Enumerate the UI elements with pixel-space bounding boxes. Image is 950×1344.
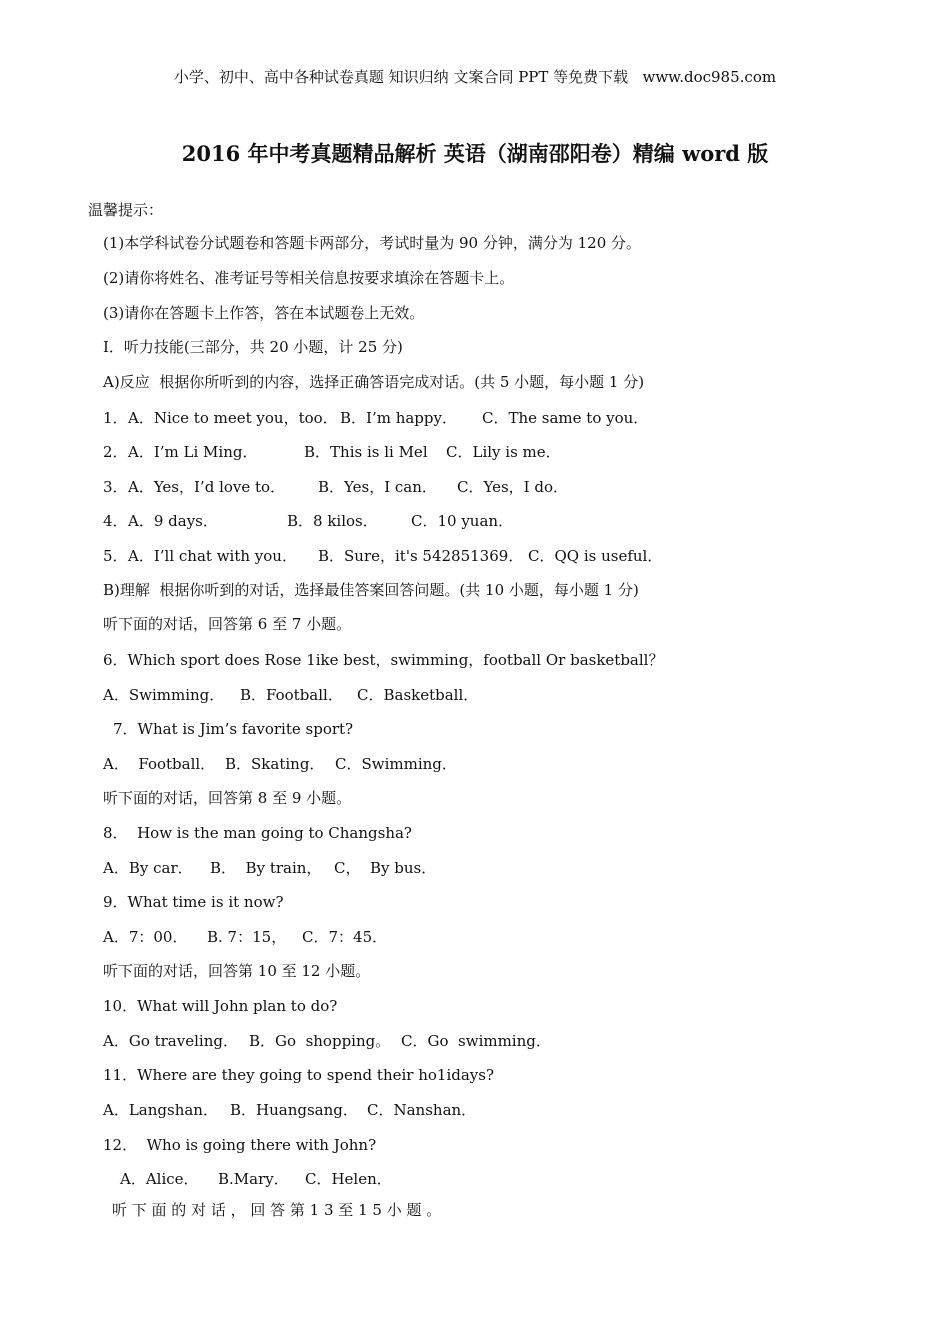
question-text: 9．What time is it now?	[103, 893, 284, 911]
option-b: B． By train，	[210, 859, 322, 877]
option-b: B．Skating．	[225, 755, 325, 773]
option-a: A．Alice．	[120, 1170, 199, 1188]
site-header: 小学、初中、高中各种试卷真题 知识归纳 文案合同 PPT 等免费下载 www.doc985.com	[173, 68, 777, 86]
option-a: A．Langshan．	[103, 1101, 218, 1119]
option-c: C．Go swimming．	[401, 1032, 551, 1050]
option-a: A．By car．	[103, 859, 193, 877]
option-a: A． Football．	[103, 755, 216, 773]
option-b: B．This is li Mel	[304, 443, 428, 461]
option-c: C．Nanshan．	[367, 1101, 477, 1119]
option-c: C．Swimming．	[335, 755, 457, 773]
question-text: 12． Who is going there with John?	[103, 1136, 377, 1154]
option-a: A．Yes，I’d love to．	[128, 478, 286, 496]
option-c: C．Yes，I do．	[457, 478, 568, 496]
question-number: 1．	[103, 409, 128, 427]
listening-instruction: 听下面的对话，回答第 10 至 12 小题。	[103, 962, 371, 980]
question-text: 7．What is Jim’s favorite sport?	[113, 720, 354, 738]
option-a: A．I’ll chat with you．	[128, 547, 297, 565]
question-text: 8． How is the man going to Changsha?	[103, 824, 412, 842]
question-text: 11．Where are they going to spend their ho1idays?	[103, 1066, 495, 1084]
option-a: A．Go traveling．	[103, 1032, 238, 1050]
option-c: C．QQ is useful．	[528, 547, 663, 565]
option-c: C．7：45．	[302, 928, 388, 946]
question-number: 3．	[103, 478, 128, 496]
tip-item: (2)请你将姓名、准考证号等相关信息按要求填涂在答题卡上。	[103, 269, 515, 287]
option-b: B．Huangsang．	[230, 1101, 358, 1119]
question-number: 2．	[103, 443, 128, 461]
option-b: B．Yes，I can．	[318, 478, 437, 496]
option-b: B．8 kilos．	[287, 512, 378, 530]
question-text: 10．What will John plan to do?	[103, 997, 338, 1015]
question-number: 4．	[103, 512, 128, 530]
section-heading: I．听力技能(三部分，共 20 小题，计 25 分)	[103, 338, 403, 356]
listening-instruction: 听下面的对话，回答第 6 至 7 小题。	[103, 615, 352, 633]
option-a: A．Nice to meet you，too．	[128, 409, 338, 427]
option-c: C， By bus．	[334, 859, 437, 877]
option-b: B．Go shopping。	[249, 1032, 391, 1050]
document-title: 2016 年中考真题精品解析 英语（湖南邵阳卷）精编 word 版	[181, 141, 769, 166]
option-c: C．Basketball．	[357, 686, 479, 704]
tips-heading: 温馨提示：	[88, 201, 164, 219]
option-a: A．I’m Li Ming．	[128, 443, 258, 461]
question-text: 6．Which sport does Rose 1ike best，swimming，football Or basketball？	[103, 651, 664, 669]
part-b-instruction: B)理解 根据你听到的对话，选择最佳答案回答问题。(共 10 小题，每小题 1 分)	[103, 581, 639, 599]
option-a: A．7：00．	[103, 928, 188, 946]
tip-item: (3)请你在答题卡上作答，答在本试题卷上无效。	[103, 304, 425, 322]
option-c: C．10 yuan．	[411, 512, 514, 530]
option-c: C．The same to you．	[482, 409, 649, 427]
option-c: C．Lily is me．	[446, 443, 561, 461]
option-a: A．9 days．	[128, 512, 218, 530]
part-a-instruction: A)反应 根据你所听到的内容，选择正确答语完成对话。(共 5 小题，每小题 1 分)	[103, 373, 645, 391]
listening-instruction: 听 下 面 的 对 话 ， 回 答 第 1 3 至 1 5 小 题 。	[112, 1201, 442, 1219]
option-b: B．I’m happy．	[340, 409, 457, 427]
option-c: C．Helen．	[305, 1170, 392, 1188]
question-number: 5．	[103, 547, 128, 565]
option-b: B.Mary．	[218, 1170, 289, 1188]
option-b: B．Sure，it's 542851369．	[318, 547, 524, 565]
option-b: B．Football．	[240, 686, 343, 704]
listening-instruction: 听下面的对话，回答第 8 至 9 小题。	[103, 789, 352, 807]
tip-item: (1)本学科试卷分试题卷和答题卡两部分，考试时量为 90 分钟，满分为 120 分。	[103, 234, 642, 252]
option-a: A．Swimming．	[103, 686, 225, 704]
option-b: B. 7：15，	[207, 928, 287, 946]
